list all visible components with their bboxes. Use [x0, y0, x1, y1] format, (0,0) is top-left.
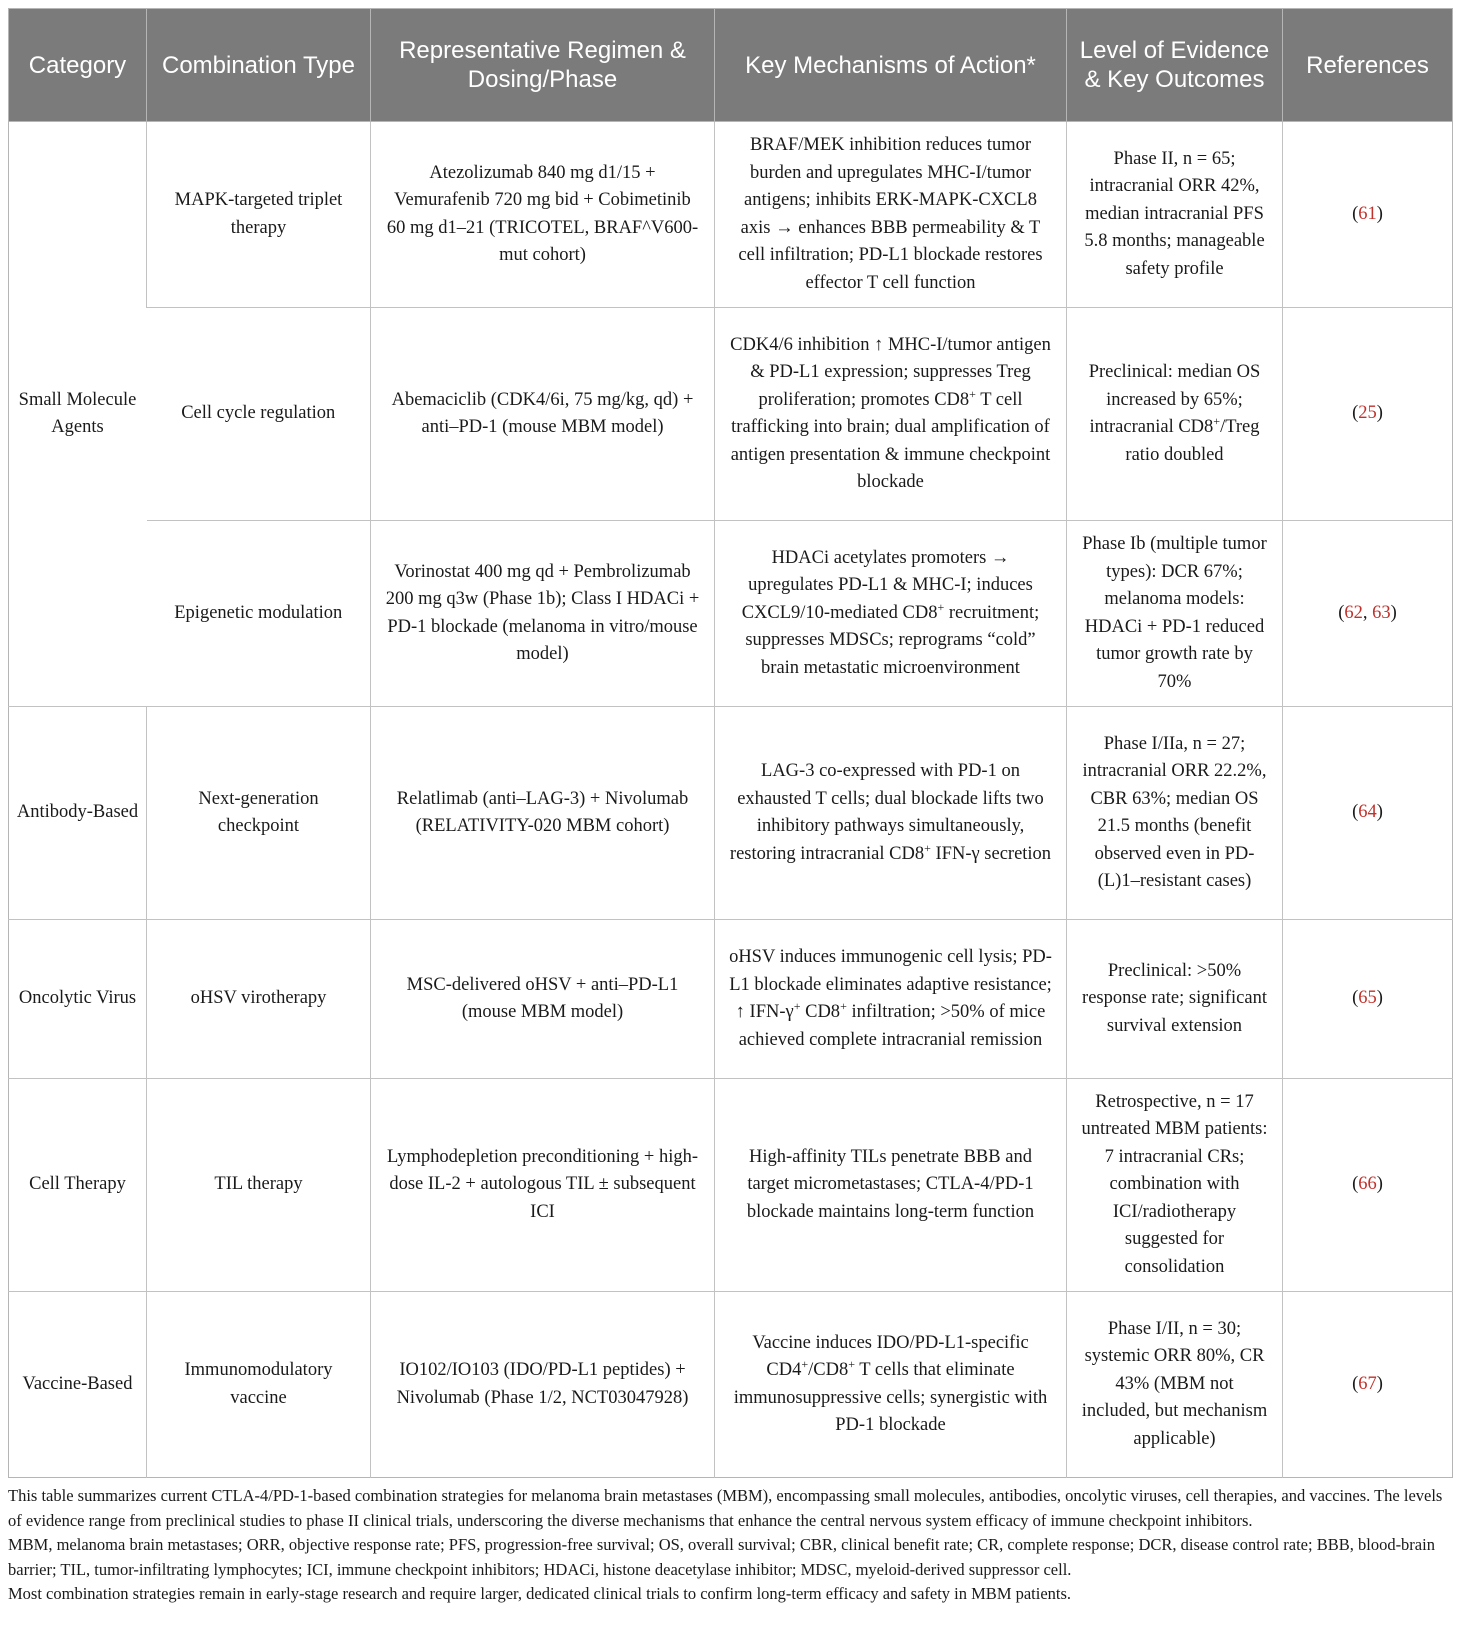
- reference-cell: [1283, 521, 1453, 707]
- mechanism-text: /CD8: [808, 1360, 849, 1380]
- regimen-cell: Abemaciclib (CDK4/6i, 75 mg/kg, qd) + anti–PD-1 (mouse MBM model): [371, 308, 715, 521]
- evidence-text: Preclinical: median OS increased by 65%; intracranial CD8: [1088, 362, 1261, 437]
- ref-paren-close: ): [1390, 602, 1397, 623]
- evidence-cell: Phase Ib (multiple tumor types): DCR 67%; melanoma models: HDACi + PD-1 reduced tumor growth rate by 70%: [1067, 521, 1283, 707]
- mechanism-cell: [715, 308, 1067, 521]
- ref-paren-open: (: [1352, 802, 1359, 823]
- header-category: Category: [9, 9, 147, 122]
- table-row: [9, 521, 1453, 707]
- superscript-plus: +: [937, 599, 945, 614]
- header-regimen: Representative Regimen & Dosing/Phase: [371, 9, 715, 122]
- superscript-plus: +: [1213, 413, 1221, 428]
- evidence-cell: [1067, 308, 1283, 521]
- combination-type-cell: TIL therapy: [147, 1079, 371, 1292]
- superscript-plus: +: [793, 998, 801, 1013]
- table-row: [9, 1079, 1453, 1292]
- ref-paren-open: (: [1352, 988, 1359, 1009]
- superscript-plus: +: [840, 998, 847, 1013]
- evidence-cell: Phase II, n = 65; intracranial ORR 42%, median intracranial PFS 5.8 months; manageable safety profile: [1067, 122, 1283, 308]
- mechanism-text: oHSV induces immunogenic cell lysis; PD-L1 blockade eliminates adaptive resistance; ↑ IFN-γ: [729, 947, 1052, 1022]
- reference-link[interactable]: 66: [1358, 1174, 1377, 1195]
- superscript-plus: +: [848, 1356, 855, 1371]
- ref-paren-close: ): [1376, 203, 1383, 224]
- combination-type-cell: MAPK-targeted triplet therapy: [147, 122, 371, 308]
- mechanism-cell: BRAF/MEK inhibition reduces tumor burden and upregulates MHC-I/tumor antigens; inhibits ERK-MAPK-CXCL8 axis → enhances BBB permeability & T cell infiltration; PD-L1 blockade restores effector T cell function: [715, 122, 1067, 308]
- reference-cell: [1283, 1292, 1453, 1478]
- ref-paren-open: (: [1352, 1174, 1359, 1195]
- reference-cell: [1283, 308, 1453, 521]
- combination-type-cell: oHSV virotherapy: [147, 920, 371, 1079]
- category-cell: Vaccine-Based: [9, 1292, 147, 1478]
- mechanism-text: LAG-3 co-expressed with PD-1 on exhausted T cells; dual blockade lifts two inhibitory pathways simultaneously, restoring intracranial CD8: [729, 761, 1044, 864]
- mechanism-text: T cell trafficking into brain; dual amplification of antigen presentation & immune checkpoint blockade: [730, 389, 1051, 492]
- combination-type-cell: Cell cycle regulation: [147, 308, 371, 521]
- ref-paren-close: ): [1376, 403, 1383, 424]
- header-references: References: [1283, 9, 1453, 122]
- ref-paren-open: (: [1352, 203, 1359, 224]
- combination-type-cell: Next-generation checkpoint: [147, 707, 371, 920]
- footnote-note: Most combination strategies remain in early-stage research and require larger, dedicated clinical trials to confirm long-term efficacy and safety in MBM patients.: [8, 1584, 1072, 1603]
- footnote-abbreviations: MBM, melanoma brain metastases; ORR, objective response rate; PFS, progression-free survival; OS, overall survival; CBR, clinical benefit rate; CR, complete response; DCR, disease control rate; BBB, blood-brain barrier; TIL, tumor-infiltrating lymphocytes; ICI, immune checkpoint inhibitors; HDACi, histone deacetylase inhibitor; MDSC, myeloid-derived suppressor cell.: [8, 1535, 1435, 1579]
- combination-type-cell: Epigenetic modulation: [147, 521, 371, 707]
- reference-link[interactable]: 64: [1358, 802, 1377, 823]
- ref-paren-close: ): [1376, 1174, 1383, 1195]
- evidence-cell: Phase I/IIa, n = 27; intracranial ORR 22.2%, CBR 63%; median OS 21.5 months (benefit observed even in PD-(L)1–resistant cases): [1067, 707, 1283, 920]
- ref-paren-close: ): [1376, 988, 1383, 1009]
- ref-paren-open: (: [1338, 602, 1345, 623]
- superscript-plus: +: [969, 386, 976, 401]
- mechanism-text: HDACi acetylates promoters → upregulates PD-L1 & MHC-I; induces CXCL9/10-mediated CD8: [741, 547, 1033, 623]
- reference-cell: [1283, 122, 1453, 308]
- table-row: [9, 122, 1453, 308]
- ref-paren-open: (: [1352, 403, 1359, 424]
- regimen-cell: Atezolizumab 840 mg d1/15 + Vemurafenib 720 mg bid + Cobimetinib 60 mg d1–21 (TRICOTEL, BRAF^V600-mut cohort): [371, 122, 715, 308]
- header-combination-type: Combination Type: [147, 9, 371, 122]
- document-page: [8, 8, 1452, 1607]
- regimen-cell: IO102/IO103 (IDO/PD-L1 peptides) + Nivolumab (Phase 1/2, NCT03047928): [371, 1292, 715, 1478]
- regimen-cell: Relatlimab (anti–LAG-3) + Nivolumab (RELATIVITY-020 MBM cohort): [371, 707, 715, 920]
- ref-paren-close: ): [1376, 802, 1383, 823]
- mechanism-text: recruitment; suppresses MDSCs; reprograms “cold” brain metastatic microenvironment: [745, 602, 1040, 678]
- table-row: [9, 1292, 1453, 1478]
- reference-link[interactable]: 61: [1358, 203, 1377, 224]
- evidence-cell: Preclinical: >50% response rate; significant survival extension: [1067, 920, 1283, 1079]
- mechanism-text: CDK4/6 inhibition ↑ MHC-I/tumor antigen & PD-L1 expression; suppresses Treg proliferation; promotes CD8: [730, 334, 1051, 410]
- reference-link[interactable]: 65: [1358, 988, 1377, 1009]
- ref-separator: ,: [1362, 602, 1373, 623]
- table-row: [9, 920, 1453, 1079]
- mechanism-text: Vaccine induces IDO/PD-L1-specific CD4: [752, 1332, 1029, 1380]
- footnote-summary: This table summarizes current CTLA-4/PD-1-based combination strategies for melanoma brain metastases (MBM), encompassing small molecules, antibodies, oncolytic viruses, cell therapies, and vaccines. The levels of evidence range from preclinical studies to phase II clinical trials, underscoring the diverse mechanisms that enhance the central nervous system efficacy of immune checkpoint inhibitors.: [8, 1486, 1443, 1530]
- regimen-cell: MSC-delivered oHSV + anti–PD-L1 (mouse MBM model): [371, 920, 715, 1079]
- regimen-cell: Vorinostat 400 mg qd + Pembrolizumab 200 mg q3w (Phase 1b); Class I HDACi + PD-1 blockade (melanoma in vitro/mouse model): [371, 521, 715, 707]
- reference-link[interactable]: 67: [1358, 1373, 1377, 1394]
- reference-cell: [1283, 920, 1453, 1079]
- combination-type-cell: Immunomodulatory vaccine: [147, 1292, 371, 1478]
- table-footnotes: [8, 1484, 1452, 1607]
- reference-link[interactable]: 25: [1358, 403, 1377, 424]
- header-evidence: Level of Evidence & Key Outcomes: [1067, 9, 1283, 122]
- header-mechanisms: Key Mechanisms of Action*: [715, 9, 1067, 122]
- combination-strategies-table: [8, 8, 1453, 1478]
- reference-link[interactable]: 63: [1372, 602, 1391, 623]
- mechanism-text: CD8: [800, 1002, 841, 1022]
- mechanism-text: T cells that eliminate immunosuppressive cells; synergistic with PD-1 blockade: [733, 1360, 1048, 1435]
- superscript-plus: +: [924, 840, 931, 855]
- reference-cell: [1283, 1079, 1453, 1292]
- category-cell: Cell Therapy: [9, 1079, 147, 1292]
- mechanism-cell: [715, 707, 1067, 920]
- table-row: [9, 308, 1453, 521]
- mechanism-text: IFN-γ secretion: [930, 843, 1052, 864]
- evidence-cell: Phase I/II, n = 30; systemic ORR 80%, CR 43% (MBM not included, but mechanism applicable): [1067, 1292, 1283, 1478]
- ref-paren-open: (: [1352, 1373, 1359, 1394]
- mechanism-cell: [715, 920, 1067, 1079]
- category-cell: Antibody-Based: [9, 707, 147, 920]
- regimen-cell: Lymphodepletion preconditioning + high-dose IL-2 + autologous TIL ± subsequent ICI: [371, 1079, 715, 1292]
- superscript-plus: +: [801, 1356, 809, 1371]
- ref-paren-close: ): [1376, 1373, 1383, 1394]
- table-row: [9, 707, 1453, 920]
- evidence-text: /Treg ratio doubled: [1125, 417, 1260, 465]
- category-cell: Oncolytic Virus: [9, 920, 147, 1079]
- mechanism-cell: High-affinity TILs penetrate BBB and target micrometastases; CTLA-4/PD-1 blockade maintains long-term function: [715, 1079, 1067, 1292]
- evidence-cell: Retrospective, n = 17 untreated MBM patients: 7 intracranial CRs; combination with ICI/radiotherapy suggested for consolidation: [1067, 1079, 1283, 1292]
- reference-cell: [1283, 707, 1453, 920]
- mechanism-cell: [715, 521, 1067, 707]
- category-cell: Small Molecule Agents: [9, 122, 147, 707]
- mechanism-text: infiltration; >50% of mice achieved complete intracranial remission: [738, 1002, 1046, 1050]
- table-header-row: [9, 9, 1453, 122]
- mechanism-cell: [715, 1292, 1067, 1478]
- reference-link[interactable]: 62: [1344, 602, 1363, 623]
